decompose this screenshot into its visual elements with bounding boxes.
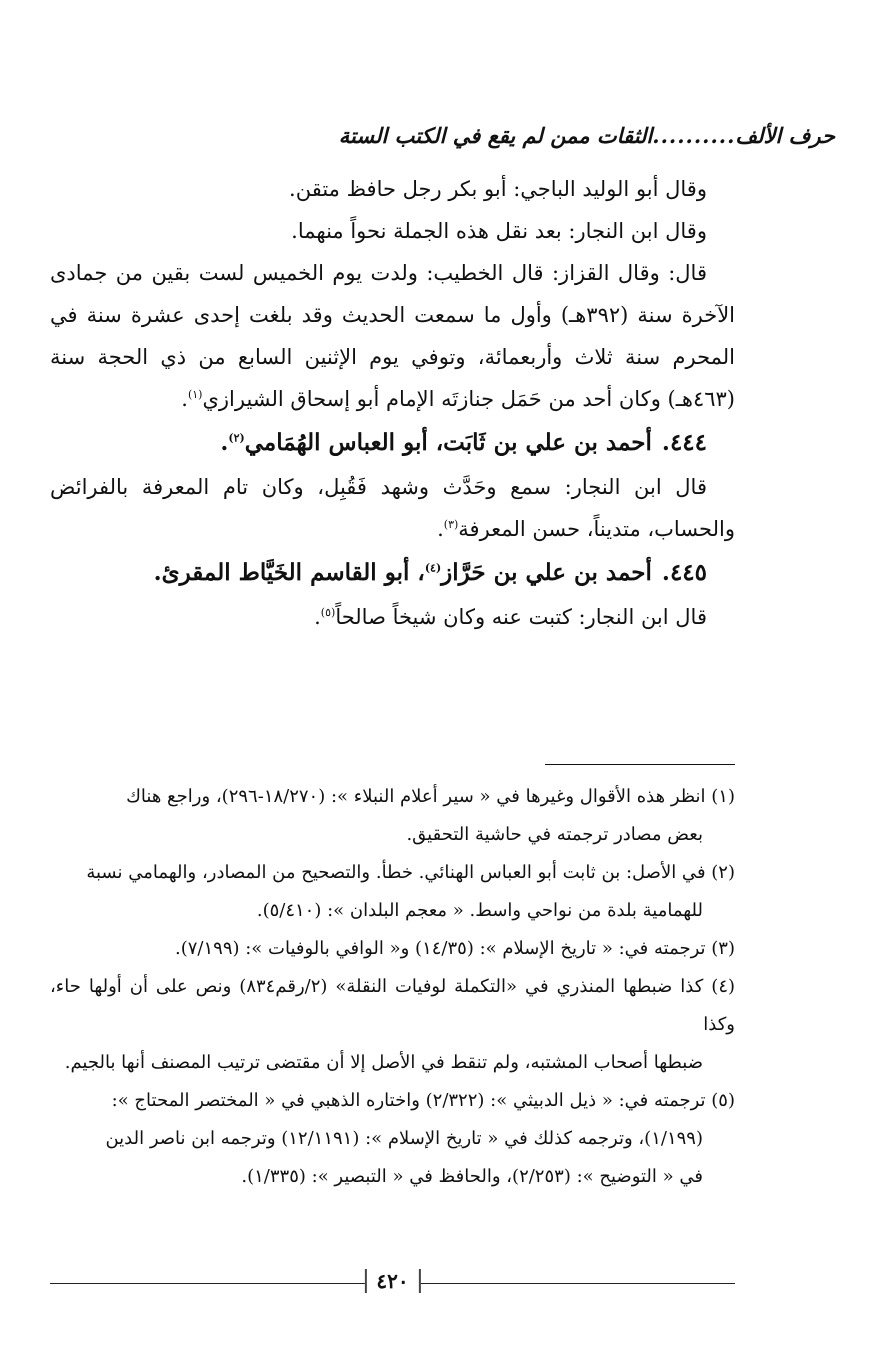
footnote-3: (٣) ترجمته في: « تاريخ الإسلام »: (١٤/٣٥) و« الوافي بالوفيات »: (٧/١٩٩).	[175, 938, 735, 959]
paragraph: قال ابن النجار: كتبت عنه وكان شيخاً صالحاً$^{(٥)}$.	[314, 605, 707, 629]
running-header	[50, 108, 835, 148]
header-chapter: حرف الألف	[735, 123, 835, 148]
page-number: ٤٢٠	[364, 1269, 420, 1293]
footnote-4: (٤) كذا ضبطها المنذري في «التكملة لوفيات النقلة» (٢/رقم٨٣٤) ونص على أن أولها حاء، وكذا ضبطها أصحاب المشتبه، ولم تنقط في الأصل إلا أن مقتضى ترتيب المصنف أنها بالجيم.	[50, 976, 736, 1073]
paragraph: قال ابن النجار: سمع وحَدَّث وشهد فَقُبِل، وكان تام المعرفة بالفرائض والحساب، متديناً، حسن المعرفة$^{(٣)}$.	[50, 475, 735, 541]
entry-heading-444: ٤٤٤.أحمد بن علي بن ثَابَت، أبو العباس الهُمَامي$^{(٢)}$.	[220, 429, 707, 456]
entry-heading-445	[50, 552, 735, 594]
footnote-separator	[545, 764, 735, 765]
footnote-ref: (٢)	[228, 431, 245, 445]
footnote-1: (١) انظر هذه الأقوال وغيرها في « سير أعلام النبلاء »: (١٨/٢٧٠-٢٩٦)، وراجع هناك بعض مصادر ترجمته في حاشية التحقيق.	[126, 786, 735, 845]
paragraph: قال: وقال القزاز: قال الخطيب: ولدت يوم الخميس لست بقين من جمادى الآخرة سنة (٣٩٢هـ) وأول ما سمعت الحديث وقد بلغت إحدى عشرة سنة في المحرم سنة ثلاث وأربعمائة، وتوفي يوم الإثنين السابع من ذي الحجة سنة (٤٦٣هـ) وكان أحد من حَمَل جنازتَه الإمام أبو إسحاق الشيرازي$^{(١)}$.	[50, 261, 735, 411]
entry-name-rest: ، أبو القاسم الخَيَّاط المقرئ.	[153, 559, 425, 586]
footnote-2: (٢) في الأصل: بن ثابت أبو العباس الهنائي. خطأ. والتصحيح من المصادر، والهمامي نسبة للهمامية بلدة من نواحي واسط. « معجم البلدان »: (٥/٤١٠).	[86, 862, 735, 921]
footnote-ref: (٥)	[320, 606, 336, 619]
header-dots: ..........	[652, 123, 736, 148]
main-text	[50, 168, 735, 638]
paragraph: وقال أبو الوليد الباجي: أبو بكر رجل حافظ متقن.	[289, 177, 707, 201]
entry-name: أحمد بن علي بن ثَابَت، أبو العباس الهُمَامي	[244, 429, 652, 456]
header-book-title: الثقات ممن لم يقع في الكتب الستة	[338, 123, 653, 148]
footnote-ref: (١)	[187, 388, 203, 401]
footnote-ref: (٤)	[424, 561, 442, 575]
entry-name: أحمد بن علي بن حَرَّاز	[441, 559, 652, 586]
footnote-5: (٥) ترجمته في: « ذيل الدبيثي »: (٢/٣٢٢) واختاره الذهبي في « المختصر المحتاج »: (١/١٩٩)، وترجمه كذلك في « تاريخ الإسلام »: (١٢/١١٩١) وترجمه ابن ناصر الدين في « التوضيح »: (٢/٢٥٣)، والحافظ في « التبصير »: (١/٣٣٥).	[105, 1090, 735, 1187]
entry-number: ٤٤٤.	[661, 429, 707, 456]
paragraph: وقال ابن النجار: بعد نقل هذه الجملة نحواً منهما.	[291, 219, 707, 243]
footnotes	[50, 778, 735, 1196]
page-footer	[50, 1266, 735, 1306]
entry-number: ٤٤٥.	[661, 559, 707, 586]
footnote-ref: (٣)	[443, 518, 459, 531]
